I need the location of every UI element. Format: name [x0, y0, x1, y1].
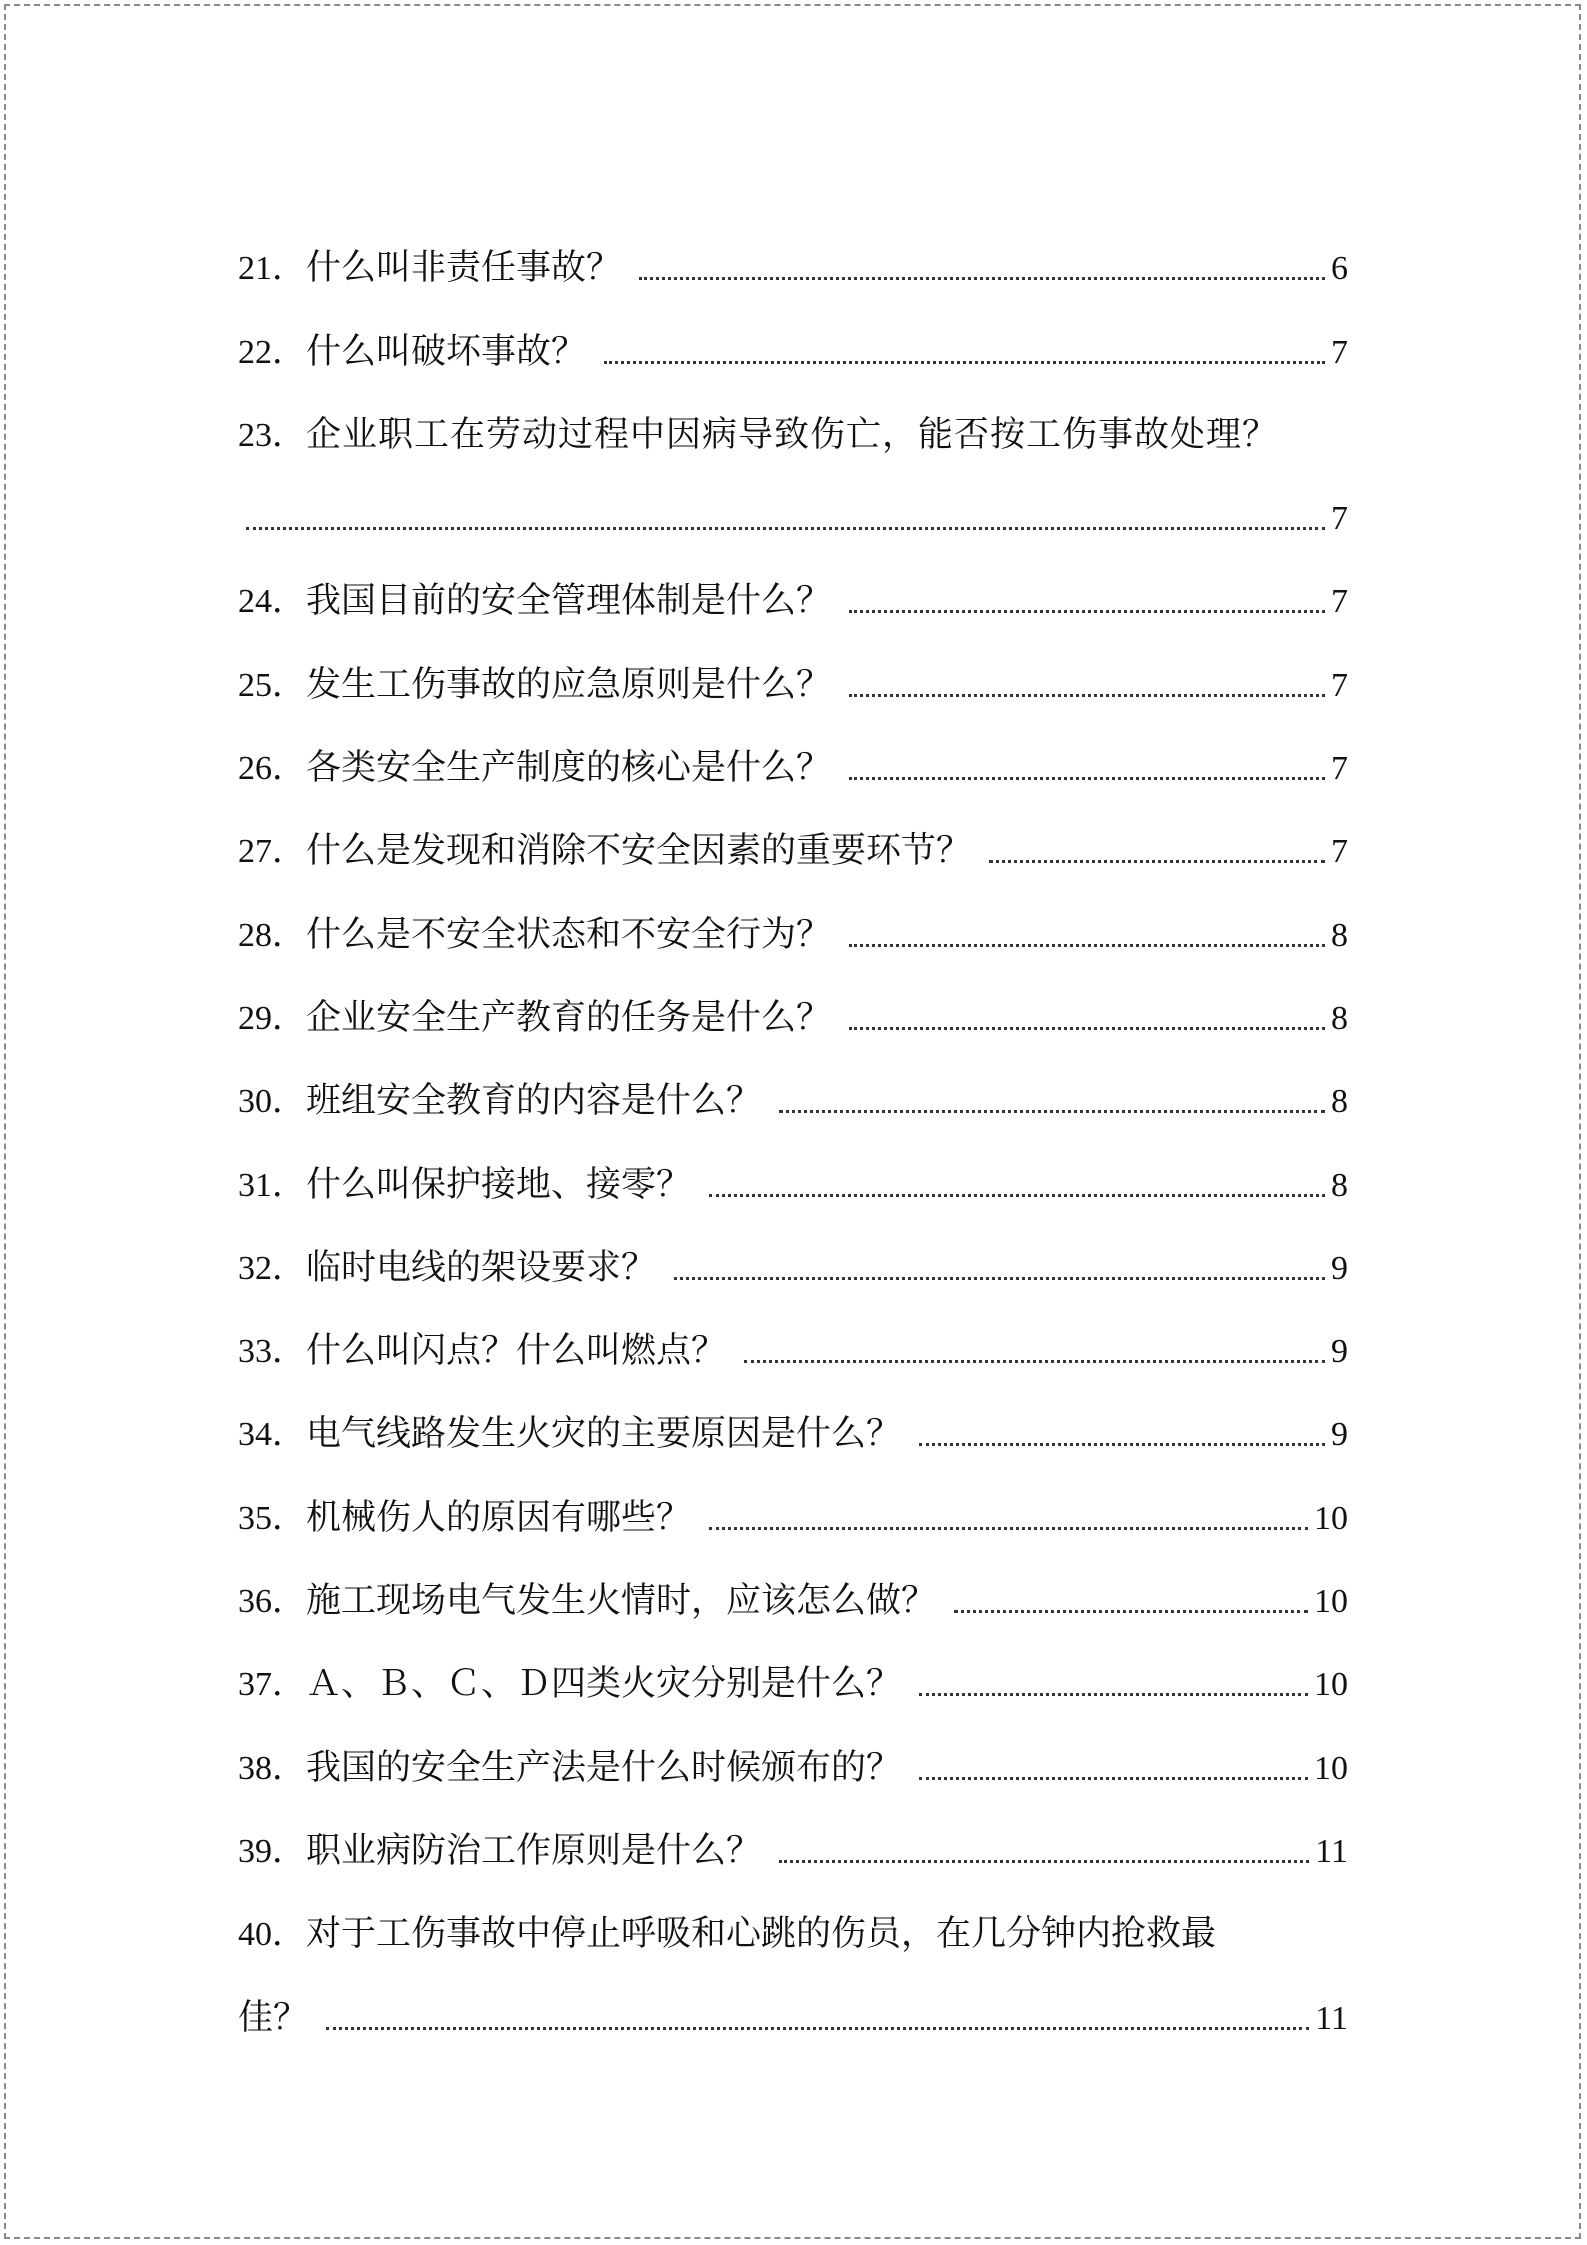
toc-entry-page: 7 — [1331, 333, 1348, 371]
toc-entry-page: 7 — [1331, 500, 1348, 538]
toc-entry-36[interactable] — [238, 1536, 1348, 1622]
toc-entry-title: 班组安全教育的内容是什么？ — [306, 1081, 762, 1122]
dot-leader — [989, 860, 1325, 863]
toc-entry-24[interactable] — [238, 536, 1348, 622]
toc-entry-23-continuation[interactable] — [238, 453, 1348, 536]
toc-entry-number: 31． — [238, 1166, 306, 1204]
toc-entry-26[interactable] — [238, 703, 1348, 789]
toc-entry-30[interactable] — [238, 1036, 1348, 1122]
toc-entry-38[interactable] — [238, 1702, 1348, 1788]
dot-leader — [709, 1194, 1325, 1197]
toc-entry-page: 8 — [1331, 916, 1348, 954]
dot-leader — [849, 694, 1325, 697]
toc-entry-title: 我国目前的安全管理体制是什么？ — [306, 581, 832, 622]
toc-entry-21[interactable] — [238, 203, 1348, 289]
toc-entry-page: 10 — [1314, 1666, 1348, 1704]
dot-leader — [919, 1443, 1325, 1446]
toc-entry-title: 企业安全生产教育的任务是什么？ — [306, 997, 832, 1038]
dot-leader — [674, 1277, 1325, 1280]
dot-leader — [709, 1527, 1308, 1530]
dot-leader — [849, 610, 1325, 613]
toc-entry-number: 38． — [238, 1749, 306, 1787]
toc-entry-page: 9 — [1331, 1249, 1348, 1287]
dot-leader — [246, 527, 1325, 530]
toc-entry-number: 23． — [238, 416, 306, 454]
toc-entry-title: 我国的安全生产法是什么时候颁布的？ — [306, 1747, 902, 1788]
toc-entry-number: 30． — [238, 1083, 306, 1121]
toc-entry-32[interactable] — [238, 1203, 1348, 1286]
toc-entry-page: 10 — [1314, 1583, 1348, 1621]
toc-entry-page: 11 — [1315, 1999, 1348, 2037]
toc-entry-page: 7 — [1331, 750, 1348, 788]
toc-entry-number: 36． — [238, 1583, 306, 1621]
toc-entry-page: 7 — [1331, 583, 1348, 621]
toc-entry-number: 37． — [238, 1666, 306, 1704]
toc-entry-title: 企业职工在劳动过程中因病导致伤亡，能否按工伤事故处理？ — [306, 414, 1279, 455]
toc-entry-33[interactable] — [238, 1286, 1348, 1372]
toc-entry-title: Ａ、Ｂ、Ｃ、Ｄ四类火灾分别是什么？ — [306, 1664, 902, 1705]
toc-entry-page: 8 — [1331, 999, 1348, 1037]
toc-entry-title: 各类安全生产制度的核心是什么？ — [306, 748, 832, 789]
dot-leader — [919, 1693, 1308, 1696]
toc-entry-page: 11 — [1315, 1832, 1348, 1870]
toc-entry-39[interactable] — [238, 1786, 1348, 1869]
table-of-contents — [238, 203, 1348, 2036]
dot-leader — [849, 1027, 1325, 1030]
toc-entry-title: 对于工伤事故中停止呼吸和心跳的伤员，在几分钟内抢救最 — [306, 1914, 1217, 1955]
toc-entry-number: 21． — [238, 250, 306, 288]
toc-entry-number: 39． — [238, 1832, 306, 1870]
toc-entry-35[interactable] — [238, 1452, 1348, 1538]
toc-entry-page: 7 — [1331, 833, 1348, 871]
toc-entry-40[interactable] — [238, 1869, 1348, 1955]
toc-entry-title: 什么是不安全状态和不安全行为？ — [306, 914, 832, 955]
toc-entry-number: 29． — [238, 999, 306, 1037]
toc-entry-number: 24． — [238, 583, 306, 621]
toc-entry-number: 34． — [238, 1416, 306, 1454]
toc-entry-22[interactable] — [238, 286, 1348, 372]
toc-entry-title: 机械伤人的原因有哪些？ — [306, 1497, 692, 1538]
toc-entry-37[interactable] — [238, 1619, 1348, 1705]
toc-entry-title: 什么叫破坏事故？ — [306, 331, 587, 372]
dot-leader — [849, 777, 1325, 780]
toc-entry-number: 25． — [238, 666, 306, 704]
toc-entry-28[interactable] — [238, 869, 1348, 955]
toc-entry-title: 什么是发现和消除不安全因素的重要环节？ — [306, 831, 972, 872]
toc-entry-40-continuation[interactable] — [238, 1952, 1348, 2038]
toc-entry-title: 发生工伤事故的应急原则是什么？ — [306, 664, 832, 705]
toc-entry-23[interactable] — [238, 370, 1348, 453]
toc-entry-page: 6 — [1331, 250, 1348, 288]
dot-leader — [639, 277, 1325, 280]
dot-leader — [779, 1860, 1309, 1863]
toc-entry-25[interactable] — [238, 619, 1348, 705]
dot-leader — [954, 1610, 1308, 1613]
toc-entry-title: 什么叫闪点？什么叫燃点？ — [306, 1331, 727, 1372]
toc-entry-title: 什么叫非责任事故？ — [306, 248, 622, 289]
dot-leader — [919, 1777, 1308, 1780]
toc-entry-title: 临时电线的架设要求？ — [306, 1247, 657, 1288]
toc-entry-number: 40． — [238, 1916, 306, 1954]
toc-entry-page: 10 — [1314, 1499, 1348, 1537]
toc-entry-page: 8 — [1331, 1166, 1348, 1204]
toc-entry-title: 职业病防治工作原则是什么？ — [306, 1830, 762, 1871]
toc-entry-title: 电气线路发生火灾的主要原因是什么？ — [306, 1414, 902, 1455]
toc-entry-page: 8 — [1331, 1083, 1348, 1121]
toc-entry-page: 9 — [1331, 1333, 1348, 1371]
toc-entry-31[interactable] — [238, 1119, 1348, 1205]
toc-entry-page: 7 — [1331, 666, 1348, 704]
toc-entry-title-continuation: 佳？ — [238, 1997, 309, 2038]
toc-entry-27[interactable] — [238, 786, 1348, 872]
dot-leader — [849, 944, 1325, 947]
toc-entry-title: 施工现场电气发生火情时，应该怎么做？ — [306, 1581, 937, 1622]
toc-entry-number: 26． — [238, 750, 306, 788]
toc-entry-number: 28． — [238, 916, 306, 954]
toc-entry-number: 35． — [238, 1499, 306, 1537]
toc-entry-title: 什么叫保护接地、接零？ — [306, 1164, 692, 1205]
toc-entry-page: 9 — [1331, 1416, 1348, 1454]
dot-leader — [744, 1360, 1325, 1363]
dot-leader — [779, 1110, 1325, 1113]
toc-entry-number: 27． — [238, 833, 306, 871]
toc-entry-page: 10 — [1314, 1749, 1348, 1787]
dot-leader — [326, 2027, 1309, 2030]
toc-entry-34[interactable] — [238, 1369, 1348, 1455]
dot-leader — [604, 361, 1325, 364]
toc-entry-number: 22． — [238, 333, 306, 371]
toc-entry-number: 33． — [238, 1333, 306, 1371]
toc-entry-29[interactable] — [238, 953, 1348, 1036]
toc-entry-number: 32． — [238, 1249, 306, 1287]
